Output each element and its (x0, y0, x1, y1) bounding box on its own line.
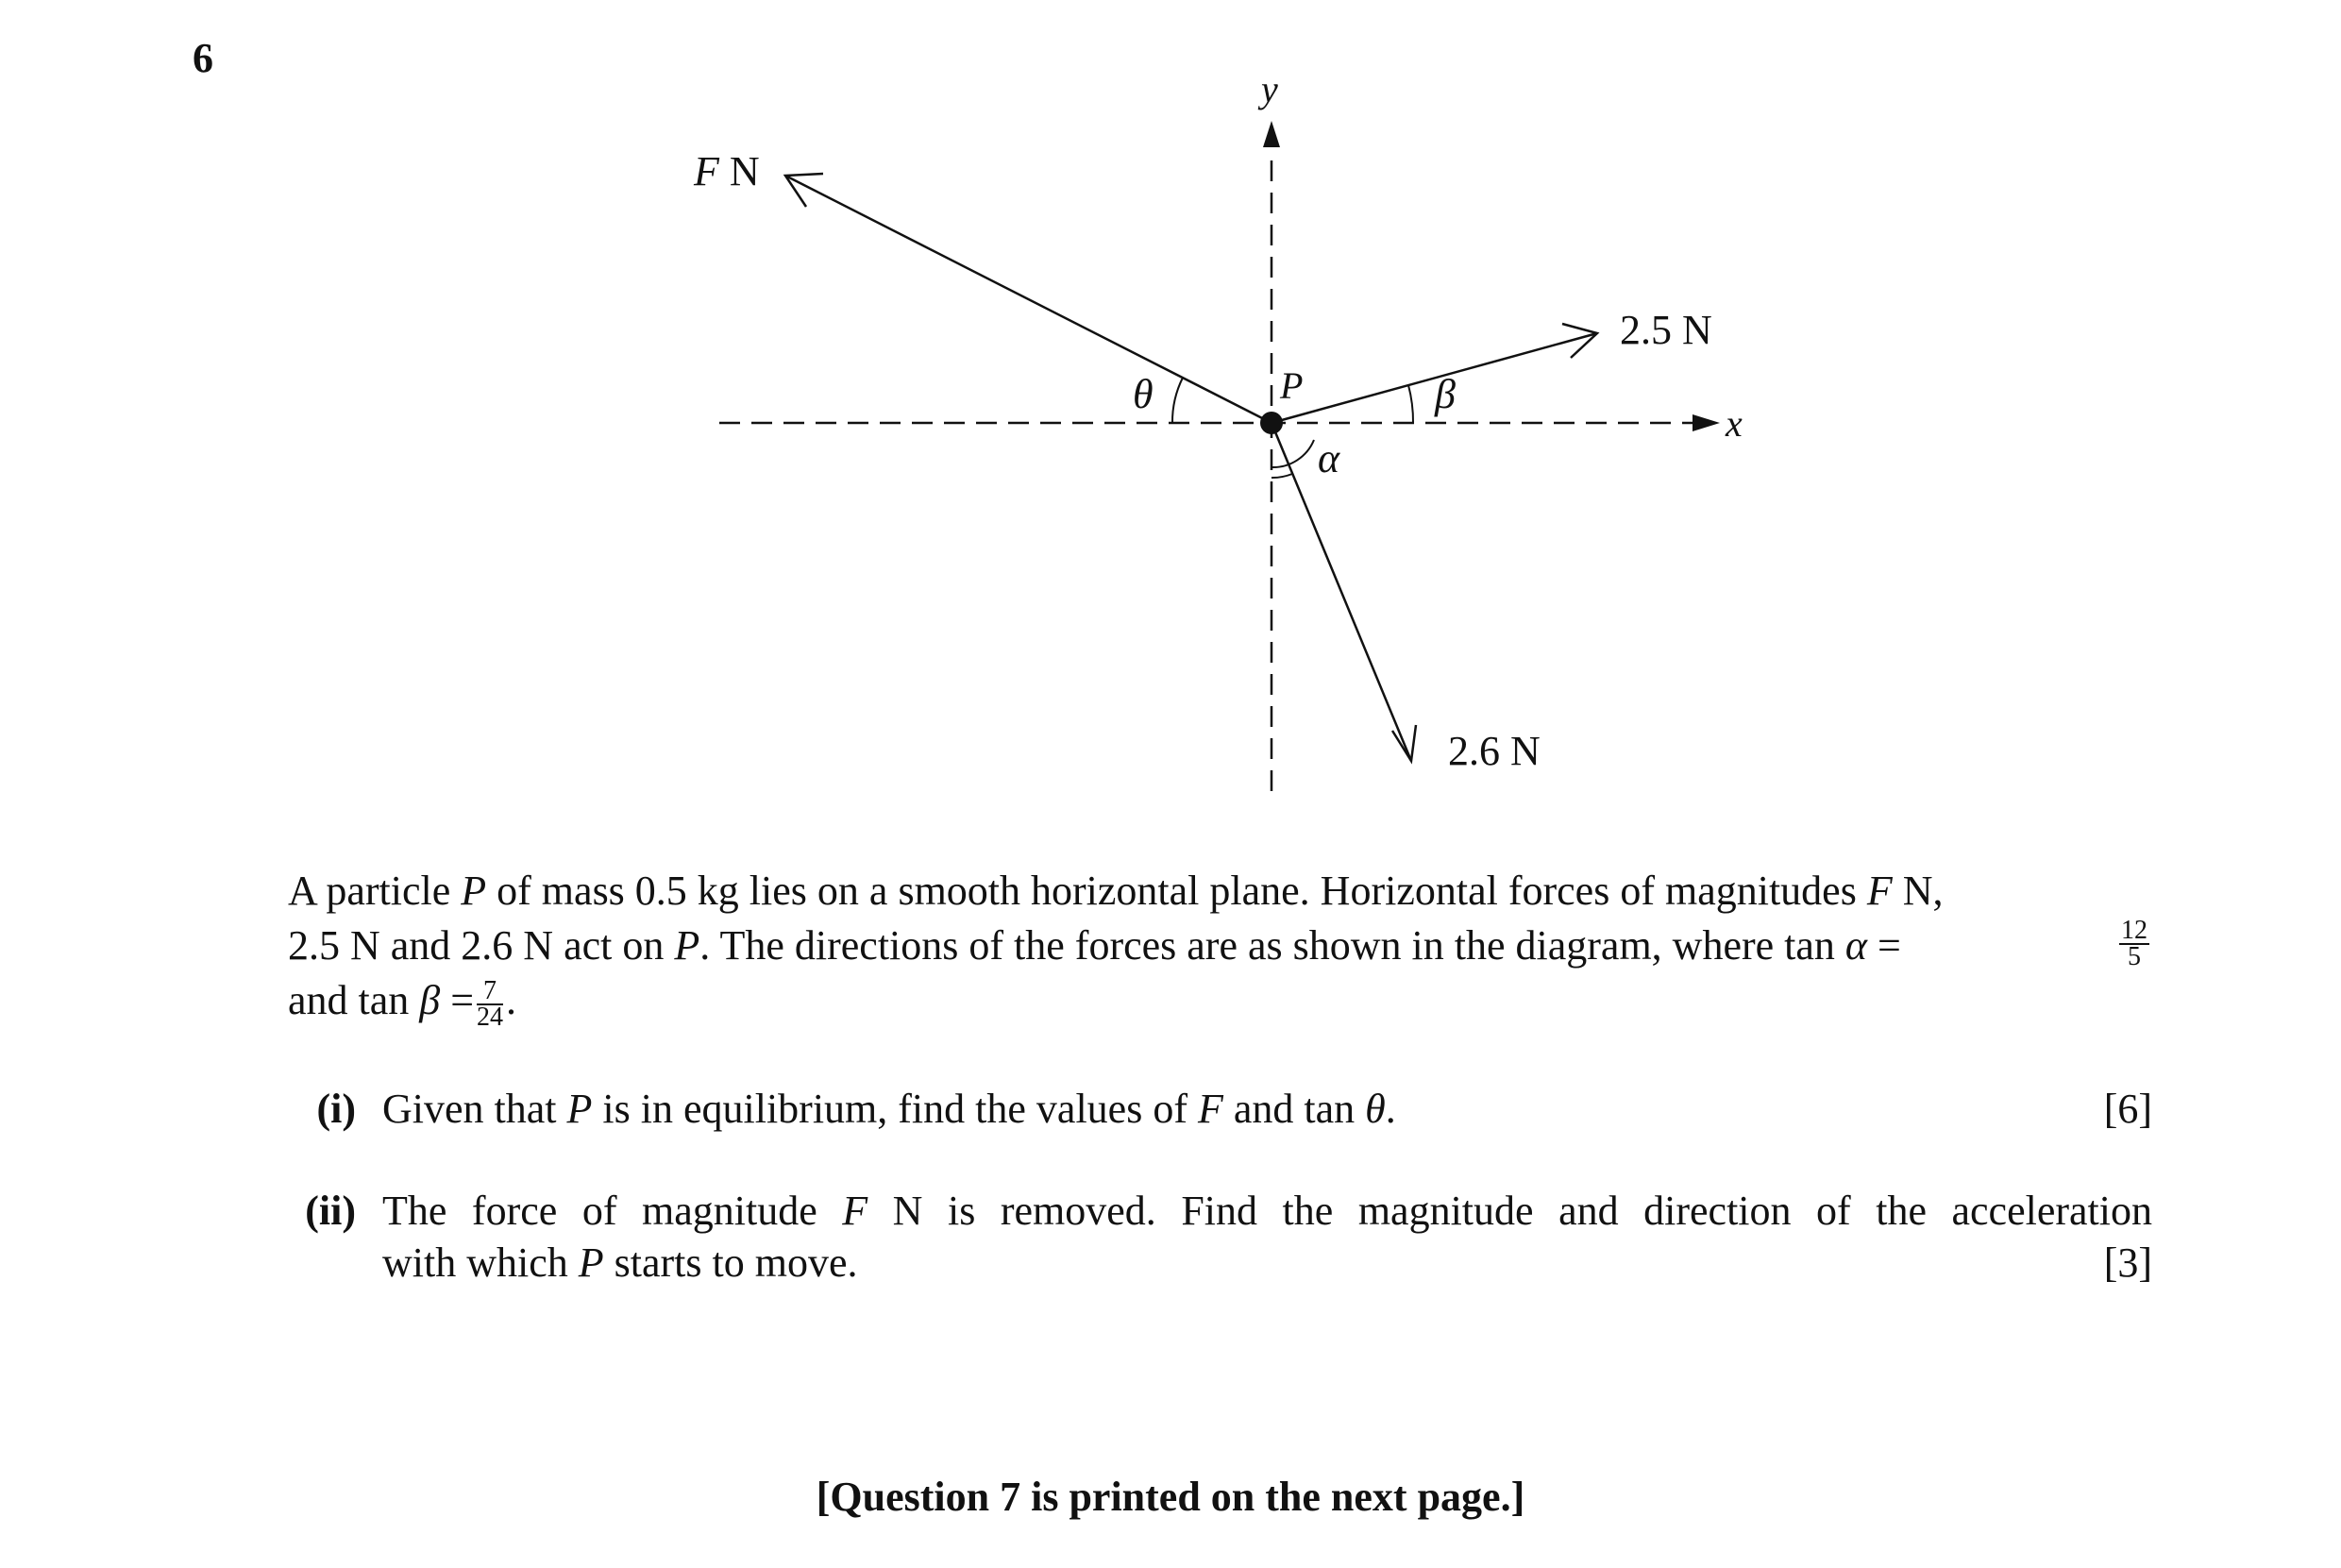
part-i-marks: [6] (2103, 1086, 2152, 1132)
x-axis-arrowhead (1693, 414, 1720, 431)
alpha-arc (1272, 474, 1292, 478)
particle-label: P (1280, 364, 1304, 407)
theta-arc (1172, 378, 1183, 423)
force-25-label: 2.5 N (1620, 307, 1712, 353)
question-number: 6 (193, 35, 213, 81)
part-ii-marks: [3] (2103, 1239, 2152, 1286)
beta-label: β (1435, 371, 1456, 417)
intro-line-2: 2.5 N and 2.6 N act on P. The directions of the forces are as shown in the diagram, where tan α = $\frac{12}{5}$ (288, 916, 2147, 971)
part-ii-label: (ii) (305, 1188, 356, 1234)
y-axis-arrowhead (1263, 121, 1280, 147)
force-f-arrow (785, 176, 1272, 423)
alpha-label: α (1318, 435, 1340, 481)
y-axis-label: y (1261, 68, 1278, 110)
intro-line-1: A particle P of mass 0.5 kg lies on a smooth horizontal plane. Horizontal forces of magnitudes F N, (288, 868, 1944, 914)
alpha-arc-2 (1272, 440, 1314, 467)
part-i (288, 1083, 2152, 1139)
part-ii-text: The force of magnitude F N is removed. Find the magnitude and direction of the acceleration with which P starts to move. (382, 1188, 2153, 1286)
intro-paragraph (288, 864, 2152, 1030)
part-ii (288, 1185, 2152, 1293)
force-f-label: F N (694, 148, 760, 194)
particle-p (1260, 412, 1283, 434)
tan-beta-fraction: $\frac{7}{24}$ (477, 975, 504, 1032)
tan-alpha-fraction: $\frac{12}{5}$ (2121, 916, 2147, 971)
x-axis-label: x (1726, 402, 1743, 445)
part-i-text: Given that P is in equilibrium, find the values of F and tan θ. (382, 1086, 1396, 1132)
intro-line-3: and tan β = $\frac{7}{24}$ . (288, 975, 517, 1032)
beta-arc (1408, 385, 1413, 423)
force-26-arrow (1272, 423, 1411, 761)
part-i-label: (i) (316, 1086, 356, 1132)
next-page-note: [Question 7 is printed on the next page.] (816, 1474, 1525, 1520)
force-26-label: 2.6 N (1448, 728, 1541, 774)
theta-label: θ (1133, 371, 1154, 417)
